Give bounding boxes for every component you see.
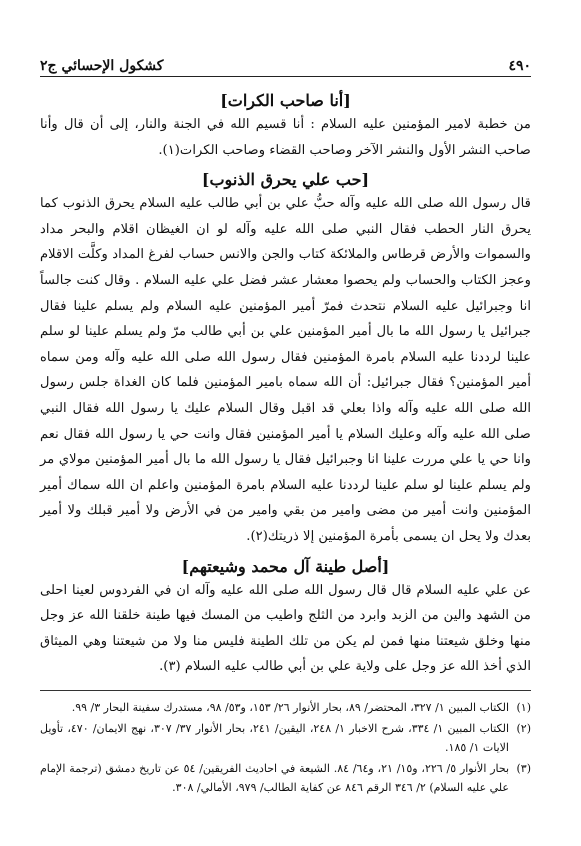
footnote-number: (٣) <box>516 762 531 775</box>
page-header <box>40 52 531 74</box>
section-2 <box>40 169 531 549</box>
footnotes <box>40 698 531 799</box>
footnote-text: بحار الأنوار ٥/ ٢٢٦، و١٥/ ٢١، و٦٤/ ٨٤. الشيعة في احاديث الفريقين/ ٥٤ عن تاريخ دمشق (ترجمة الإمام علي عليه السلام) ٢/ ٣٤٦ الرقم ٨٤٦ عن كفاية الطالب/ ٩٧٩، الأمالي/ ٣٠٨. <box>40 762 510 794</box>
page-number: ٤٩٠ <box>508 58 531 74</box>
section-heading: [أصل طينة آل محمد وشيعتهم] <box>181 556 390 576</box>
footnote-text: الكتاب المبين ١/ ٣٣٤، شرح الاخبار ١/ ٢٤٨، اليقين/ ٢٤١، بحار الأنوار ٣٧/ ٣٠٧، نهج الايمان/ ٤٧٠، تأويل الايات ١/ ١٨٥. <box>40 722 510 754</box>
footnote-text: الكتاب المبين ١/ ٣٢٧، المحتضر/ ٨٩، بحار الأنوار ٢٦/ ١٥٣، و٥٣/ ٩٨، مستدرك سفينة البحار ٣/ ٩٩. <box>71 701 509 714</box>
section-paragraph: عن علي عليه السلام قال قال رسول الله صلى الله عليه وآله ان في الفردوس لعينا احلى من الشهد والين من الزبد وابرد من الثلج واطيب من المسك فيها طينة خلقنا الله عز وجل منها وخلق شيعتنا منها فمن لم يكن من تلك الطينة فليس منا ولا من شيعتنا وهي الميثاق الذي أخذ الله عز وجل على ولاية علي بن أبي طالب عليه السلام (٣). <box>40 582 531 675</box>
footnote <box>40 698 531 717</box>
header-rule <box>40 76 531 77</box>
main-text <box>40 90 531 686</box>
running-title: كشكول الإحسائي ج٢ <box>40 58 164 74</box>
footnote <box>40 719 531 757</box>
section-3 <box>40 556 531 680</box>
section-paragraph: قال رسول الله صلى الله عليه وآله حبُّ علي بن أبي طالب عليه السلام يحرق الذنوب كما يحرق النار الحطب فقال النبي صلى الله عليه وآله لو ان الغيظان اقلام والبحر مداد والسموات والأرض قرطاس والملائكة كتاب والجن والانس حساب لفرغ المداد وكلَّت الاقلام وعجز الكتاب والحساب ولم يحصوا معشار عشر فضل علي عليه السلام . وقال كنت جالساً انا وجبرائيل عليه السلام نتحدث فمرّ أمير المؤمنين عليه السلام ولم يسلم علينا فقال جبرائيل يا رسول الله ما بال أمير المؤمنين علي بن أبي طالب مرّ ولم يسلم علينا لو سلم علينا لرددنا عليه السلام بامرة المؤمنين فقال رسول الله صلى الله عليه وآله ومن سماه أمير المؤمنين؟ فقال جبرائيل: أن الله سماه بامير المؤمنين فلما كان الغداة جلس رسول الله صلى الله عليه وآله واذا بعلي قد اقبل وقال السلام عليك يا رسول الله فقال النبي صلى الله عليه وآله وعليك السلام يا أمير المؤمنين فقال وانت حي يا رسول الله فقال نعم وانا حي يا علي مررت علينا انا وجبرائيل فقال يا رسول الله ما بال أمير المؤمنين مولاي مر ولم يسلم علينا لو سلم علينا لرددنا عليه السلام بامرة المؤمنين واعلم ان الله سماك أمير المؤمنين وانت أمير من مضى وامير من بقي وامير من في الأرض ولا أمير قبلك ولا أمير بعدك ولا يحل ان يسمى بأمرة المؤمنين إلا ذريتك(٢). <box>40 196 531 544</box>
section-paragraph: من خطبة لامير المؤمنين عليه السلام : أنا قسيم الله في الجنة والنار، إلى أن قال وأنا صاحب النشر الأول والنشر الآخر وصاحب القضاء وصاحب الكرات(١). <box>40 117 531 158</box>
section-heading: [أنا صاحب الكرات] <box>220 91 351 110</box>
footnote-separator <box>40 690 531 691</box>
section-1 <box>40 90 531 163</box>
footnote-number: (٢) <box>516 722 531 735</box>
footnote <box>40 759 531 797</box>
section-heading: [حب علي يحرق الذنوب] <box>201 170 370 190</box>
footnote-number: (١) <box>516 701 531 714</box>
